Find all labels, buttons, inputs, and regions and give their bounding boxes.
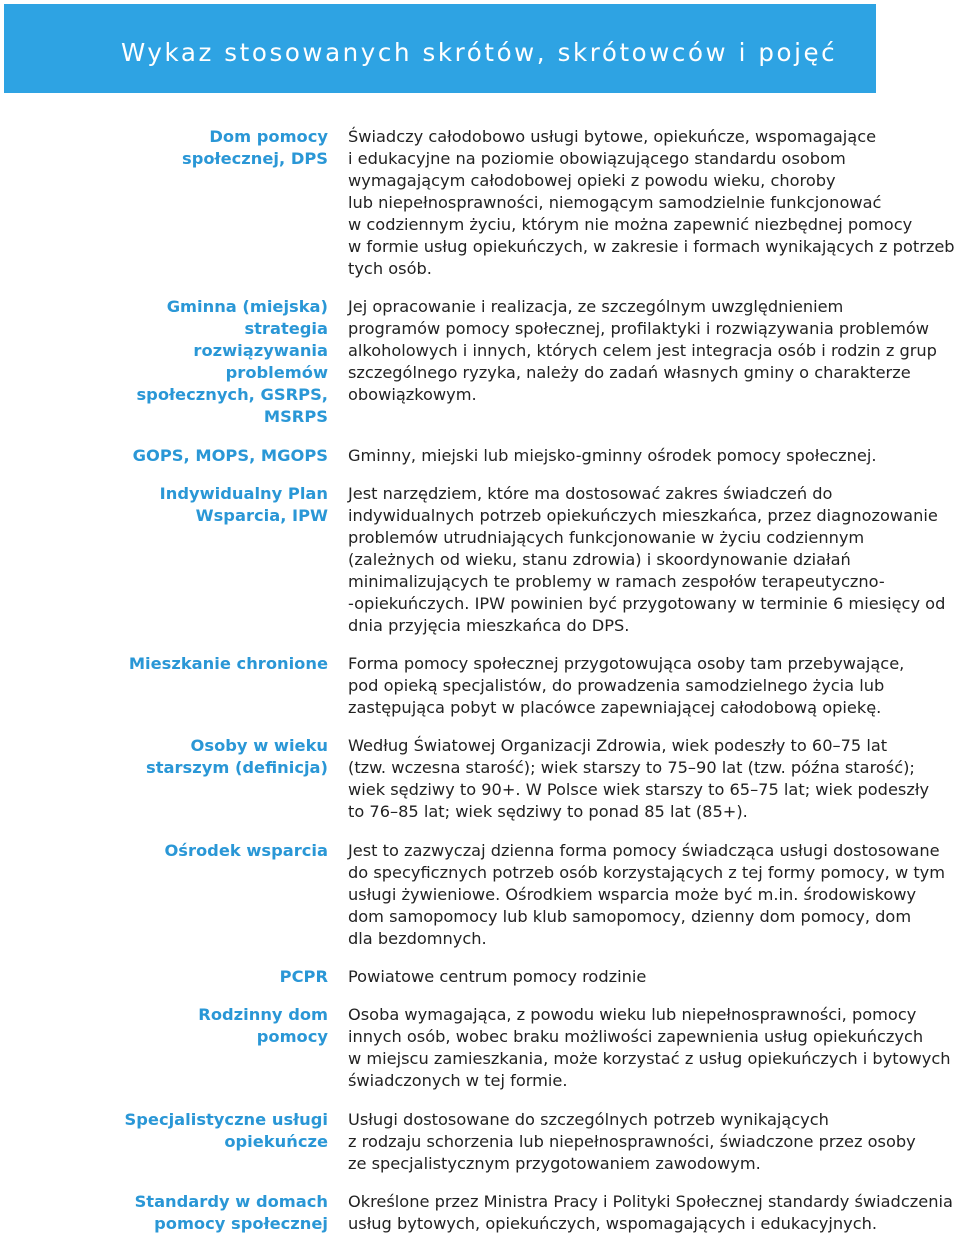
glossary-definition: Osoba wymagająca, z powodu wieku lub niepełnosprawności, pomocy innych osób, wobec braku możliwości zapewnienia usług opiekuńczych w miejscu zamieszkania, może korzystać z usług opiekuńczych i bytowych świadczonych w tej formie. bbox=[348, 1005, 951, 1090]
glossary-term: Gminna (miejska) strategia rozwiązywania problemów społecznych, GSRPS, MSRPS bbox=[136, 297, 328, 426]
glossary-definition: Powiatowe centrum pomocy rodzinie bbox=[348, 967, 647, 986]
glossary-term: Standardy w domach pomocy społecznej bbox=[134, 1192, 328, 1233]
glossary-term: Dom pomocy społecznej, DPS bbox=[182, 127, 328, 168]
glossary-term: Osoby w wieku starszym (definicja) bbox=[146, 736, 328, 777]
glossary-definition: Jej opracowanie i realizacja, ze szczególnym uwzględnieniem programów pomocy społecznej, profilaktyki i rozwiązywania problemów alkoholowych i innych, których celem jest integracja osób i rodzin z grup szczególnego ryzyka, należy do zadań własnych gminy o charakterze obowiązkowym. bbox=[348, 297, 937, 404]
glossary-definition: Jest to zazwyczaj dzienna forma pomocy świadcząca usługi dostosowane do specyficznych potrzeb osób korzystających z tej formy pomocy, w tym usługi żywieniowe. Ośrodkiem wsparcia może być m.in. środowiskowy dom samopomocy lub klub samopomocy, dzienny dom pomocy, dom dla bezdomnych. bbox=[348, 841, 946, 948]
glossary-definition: Świadczy całodobowo usługi bytowe, opiekuńcze, wspomagające i edukacyjne na poziomie obowiązującego standardu osobom wymagającym całodobowej opieki z powodu wieku, choroby lub niepełnosprawności, niemogącym samodzielnie funkcjonować w codziennym życiu, którym nie można zapewnić niezbędnej pomocy w formie usług opiekuńczych, w zakresie i formach wynikających z potrzeb tych osób. bbox=[348, 127, 955, 278]
glossary-definition: Forma pomocy społecznej przygotowująca osoby tam przebywające, pod opieką specjalistów, do prowadzenia samodzielnego życia lub zastępująca pobyt w placówce zapewniającej całodobową opiekę. bbox=[348, 654, 905, 717]
glossary-definition: Gminny, miejski lub miejsko-gminny ośrodek pomocy społecznej. bbox=[348, 446, 877, 465]
glossary-definition: Jest narzędziem, które ma dostosować zakres świadczeń do indywidualnych potrzeb opiekuńczych mieszkańca, przez diagnozowanie problemów utrudniających funkcjonowanie w życiu codziennym (zależnych od wieku, stanu zdrowia) i skoordynowanie działań minimalizujących te problemy w ramach zespołów terapeutyczno- -opiekuńczych. IPW powinien być przygotowany w terminie 6 miesięcy od dnia przyjęcia mieszkańca do DPS. bbox=[348, 484, 946, 635]
glossary-definition: Usługi dostosowane do szczególnych potrzeb wynikających z rodzaju schorzenia lub niepełnosprawności, świadczone przez osoby ze specjalistycznym przygotowaniem zawodowym. bbox=[348, 1110, 916, 1173]
glossary-definition: Określone przez Ministra Pracy i Polityki Społecznej standardy świadczenia usług bytowych, opiekuńczych, wspomagających i edukacyjnych. bbox=[348, 1192, 953, 1233]
glossary-term: PCPR bbox=[279, 967, 328, 986]
glossary-term: Ośrodek wsparcia bbox=[164, 841, 328, 860]
glossary-term: Specjalistyczne usługi opiekuńcze bbox=[124, 1110, 328, 1151]
glossary-term: GOPS, MOPS, MGOPS bbox=[132, 446, 328, 465]
glossary-term: Indywidualny Plan Wsparcia, IPW bbox=[159, 484, 328, 525]
glossary-term: Rodzinny dom pomocy bbox=[198, 1005, 328, 1046]
glossary-term: Mieszkanie chronione bbox=[128, 654, 328, 673]
glossary-definition: Według Światowej Organizacji Zdrowia, wiek podeszły to 60–75 lat (tzw. wczesna starość); wiek starszy to 75–90 lat (tzw. późna starość); wiek sędziwy to 90+. W Polsce wiek starszy to 65–75 lat; wiek podeszły to 76–85 lat; wiek sędziwy to ponad 85 lat (85+). bbox=[348, 736, 930, 821]
page-header bbox=[4, 4, 876, 93]
page-title: Wykaz stosowanych skrótów, skrótowców i pojęć bbox=[121, 38, 838, 67]
